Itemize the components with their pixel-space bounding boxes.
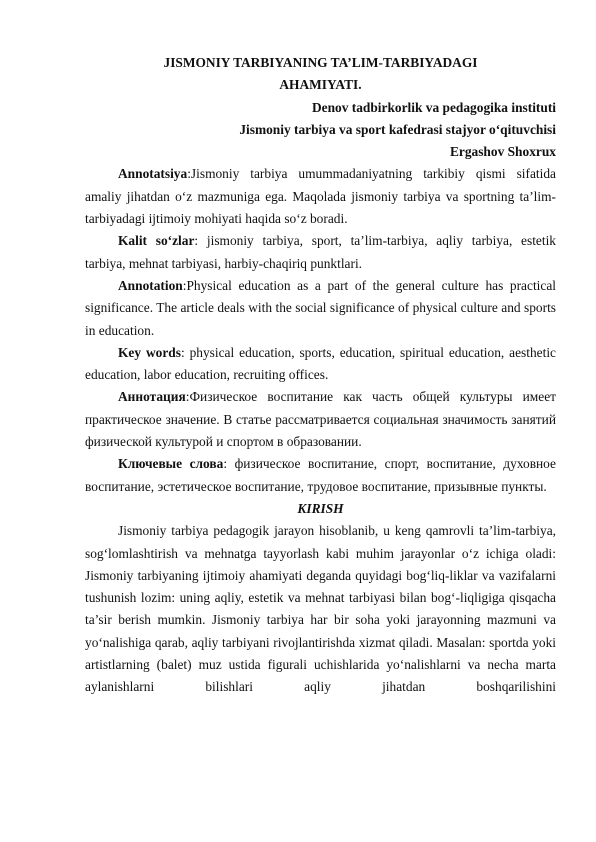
title-line-1: JISMONIY TARBIYANING TA’LIM-TARBIYADAGI [163, 55, 478, 70]
article-title [85, 52, 556, 97]
keywords-ru [85, 453, 556, 498]
keywords-en-label: Key words [118, 344, 181, 360]
abstract-ru-label: Аннотация [118, 389, 186, 405]
title-line-2: AHAMIYATI. [279, 77, 362, 93]
department-name: Jismoniy tarbiya va sport kafedrasi stajyor o‘qituvchisi [239, 121, 556, 137]
introduction-paragraph: Jismoniy tarbiya pedagogik jarayon hisoblanib, u keng qamrovli ta’lim-tarbiya, sog‘lomlashtirish va mehnatga tayyorlash kabi muhim jarayonlar o‘z ichiga oladi: Jismoniy tarbiyaning ijtimoiy ahamiyati deganda quyidagi bog‘liq-liklar va vazifalarni tushunish lozim: uning aqliy, estetik va mehnat tarbiyasi bilan bog‘-liqligiga qisqacha ta’sir berish mumkin. Jismoniy tarbiya har bir soha yoki jarayonning mazmuni va yo‘nalishiga qarab, aqliy tarbiyani rivojlantirishda xizmat qiladi. Masalan: sportda yoki artistlarning (balet) muz ustida figurali uchishlarida yo‘nalishlarni va necha marta aylanishlarni bilishlari aqliy jihatdan boshqarilishini [85, 523, 556, 695]
abstract-uz-label: Annotatsiya [118, 166, 188, 182]
institute-name: Denov tadbirkorlik va pedagogika instituti [311, 99, 556, 115]
keywords-ru-text: : физическое воспитание, спорт, воспитание, духовное воспитание, эстетическое воспитание, трудовое воспитание, призывные пункты. [85, 456, 556, 494]
section-heading-kirish: KIRISH [297, 500, 344, 516]
keywords-en [85, 342, 556, 387]
keywords-uz-label: Kalit so‘zlar [118, 233, 195, 249]
abstract-en-text: :Physical education as a part of the general culture has practical significance. The article deals with the social significance of physical culture and sports in education. [85, 277, 556, 338]
abstract-en-label: Annotation [118, 277, 183, 293]
keywords-uz-text: : jismoniy tarbiya, sport, ta’lim-tarbiya, aqliy tarbiya, estetik tarbiya, mehnat tarbiyasi, harbiy-chaqiriq punktlari. [85, 233, 557, 271]
abstract-uz [85, 163, 556, 230]
author-name: Ergashov Shoxrux [449, 144, 556, 160]
abstract-uz-text: :Jismoniy tarbiya umummadaniyatning tarkibiy qismi sifatida amaliy jihatdan o‘z mazmuniga ega. Maqolada jismoniy tarbiya va sportning ta’lim-tarbiyadagi ijtimoiy mohiyati haqida so‘z boradi. [85, 166, 556, 227]
abstract-ru-text: :Физическое воспитание как часть общей культуры имеет практическое значение. В статье рассматривается социальная значимость занятий физической культурой и спортом в образовании. [85, 389, 556, 450]
abstract-ru [85, 386, 556, 453]
keywords-ru-label: Ключевые слова [118, 456, 224, 472]
author-affiliation [85, 97, 556, 164]
abstract-en [85, 275, 556, 342]
keywords-en-text: : physical education, sports, education, spiritual education, aesthetic education, labor education, recruiting offices. [85, 344, 557, 383]
keywords-uz [85, 230, 556, 275]
